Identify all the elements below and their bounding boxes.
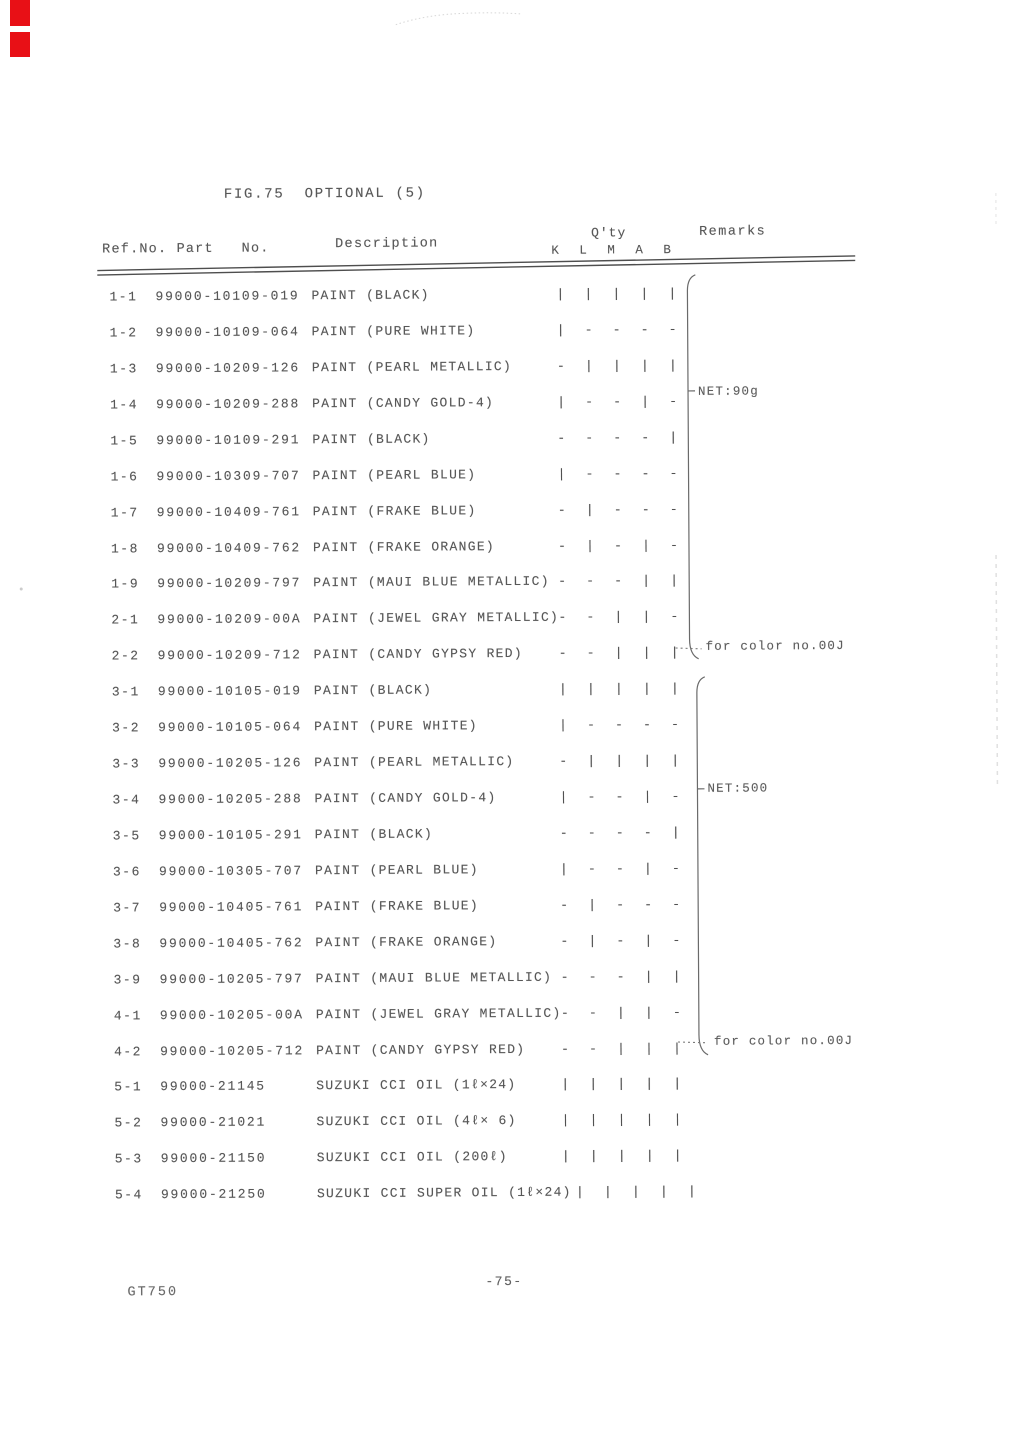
- part-description: PAINT (JEWEL GRAY METALLIC): [316, 1005, 562, 1022]
- header-description: Description: [335, 236, 439, 252]
- qty-a-value: -: [638, 430, 652, 445]
- qty-a-value: |: [657, 1184, 671, 1199]
- qty-m-value: |: [614, 1041, 628, 1056]
- ref-no: 5-3: [115, 1152, 143, 1167]
- qty-l-value: -: [585, 825, 599, 840]
- part-description: PAINT (PEARL METALLIC): [314, 754, 514, 770]
- part-no: 99000-10305-707: [159, 863, 303, 879]
- ref-no: 2-1: [111, 613, 139, 628]
- qty-l-value: -: [585, 861, 599, 876]
- qty-a-value: |: [640, 645, 654, 660]
- qty-k-value: |: [573, 1185, 587, 1200]
- part-no: 99000-10409-762: [157, 540, 301, 556]
- remark-color-group2: for color no.00J: [714, 1034, 853, 1049]
- qty-b-value: -: [669, 933, 683, 948]
- qty-a-value: |: [638, 394, 652, 409]
- ref-no: 1-4: [110, 397, 138, 412]
- qty-a-value: |: [640, 753, 654, 768]
- part-no: 99000-10105-064: [158, 719, 302, 735]
- qty-b-value: -: [666, 394, 680, 409]
- ref-no: 1-1: [109, 289, 137, 304]
- qty-k-value: -: [555, 610, 569, 625]
- qty-a-value: |: [642, 1041, 656, 1056]
- ref-no: 3-3: [112, 756, 140, 771]
- qty-m-value: -: [610, 430, 624, 445]
- qty-m-value: |: [614, 1005, 628, 1020]
- part-no: 99000-21021: [160, 1115, 266, 1131]
- qty-a-value: -: [639, 502, 653, 517]
- ref-no: 5-4: [115, 1188, 143, 1203]
- ref-no: 3-9: [114, 972, 142, 987]
- footer-model-label: GT750: [127, 1285, 178, 1300]
- qty-a-value: |: [639, 574, 653, 589]
- qty-b-value: |: [666, 358, 680, 373]
- part-no: 99000-10405-761: [159, 899, 303, 915]
- scan-smudge: [396, 13, 521, 25]
- ref-no: 1-9: [111, 577, 139, 592]
- part-no: 99000-10109-291: [156, 432, 300, 448]
- part-description: SUZUKI CCI OIL (200ℓ): [317, 1149, 508, 1165]
- qty-l-value: |: [586, 1113, 600, 1128]
- remark-color-group1: for color no.00J: [706, 639, 845, 654]
- footer-page-number: -75-: [485, 1274, 522, 1289]
- qty-m-value: -: [613, 825, 627, 840]
- ref-no: 5-2: [114, 1116, 142, 1131]
- qty-m-value: -: [613, 897, 627, 912]
- part-description: PAINT (FRAKE BLUE): [315, 898, 479, 914]
- qty-k-value: |: [554, 394, 568, 409]
- qty-col-k: K: [548, 244, 562, 258]
- qty-k-value: -: [554, 430, 568, 445]
- part-description: PAINT (FRAKE ORANGE): [315, 934, 497, 950]
- part-no: 99000-21150: [161, 1151, 267, 1167]
- qty-l-value: |: [587, 1149, 601, 1164]
- qty-b-value: -: [667, 537, 681, 552]
- qty-m-value: |: [610, 358, 624, 373]
- qty-a-value: -: [640, 717, 654, 732]
- qty-m-value: |: [612, 646, 626, 661]
- part-description: PAINT (BLACK): [315, 826, 433, 842]
- ref-no: 1-2: [110, 325, 138, 340]
- qty-col-a: A: [632, 243, 646, 257]
- part-description: PAINT (PEARL METALLIC): [312, 359, 512, 375]
- part-no: 99000-10209-126: [156, 360, 300, 376]
- qty-m-value: |: [612, 682, 626, 697]
- part-no: 99000-10309-707: [156, 468, 300, 484]
- qty-m-value: |: [614, 1077, 628, 1092]
- qty-m-value: -: [612, 717, 626, 732]
- ref-no: 1-8: [111, 541, 139, 556]
- qty-k-value: |: [554, 323, 568, 338]
- qty-l-value: -: [586, 1041, 600, 1056]
- qty-a-value: |: [640, 789, 654, 804]
- part-description: PAINT (PEARL BLUE): [315, 862, 479, 878]
- part-description: PAINT (BLACK): [312, 431, 430, 447]
- part-no: 99000-10205-712: [160, 1043, 304, 1059]
- part-description: PAINT (PURE WHITE): [312, 323, 476, 339]
- part-description: PAINT (MAUI BLUE METALLIC): [313, 574, 550, 590]
- qty-a-value: |: [639, 609, 653, 624]
- qty-b-value: |: [671, 1148, 685, 1163]
- qty-b-value: |: [665, 286, 679, 301]
- qty-k-value: -: [554, 359, 568, 374]
- part-description: PAINT (CANDY GYPSY RED): [316, 1041, 525, 1057]
- qty-b-value: -: [670, 1005, 684, 1020]
- qty-l-value: -: [582, 322, 596, 337]
- qty-m-value: -: [611, 502, 625, 517]
- qty-k-value: |: [554, 466, 568, 481]
- part-description: PAINT (CANDY GOLD-4): [314, 790, 496, 806]
- part-description: SUZUKI CCI OIL (1ℓ×24): [316, 1077, 516, 1093]
- remark-net-group2: NET:500: [707, 781, 768, 795]
- part-no: 99000-10409-761: [157, 504, 301, 520]
- ref-no: 3-7: [113, 900, 141, 915]
- qty-k-value: -: [557, 897, 571, 912]
- qty-m-value: |: [611, 610, 625, 625]
- qty-l-value: |: [583, 502, 597, 517]
- qty-m-value: |: [615, 1149, 629, 1164]
- qty-l-value: -: [584, 718, 598, 733]
- qty-b-value: |: [685, 1184, 699, 1199]
- qty-b-value: -: [666, 466, 680, 481]
- qty-m-value: -: [610, 322, 624, 337]
- part-no: 99000-10105-291: [159, 827, 303, 843]
- qty-b-value: |: [670, 1040, 684, 1055]
- qty-k-value: |: [558, 1113, 572, 1128]
- qty-b-value: -: [667, 609, 681, 624]
- qty-b-value: |: [670, 969, 684, 984]
- ref-no: 3-6: [113, 864, 141, 879]
- part-no: 99000-10209-797: [157, 576, 301, 592]
- part-no: 99000-10209-00A: [157, 612, 301, 628]
- qty-a-value: -: [641, 897, 655, 912]
- figure-title: FIG.75 OPTIONAL (5): [224, 186, 426, 203]
- part-no: 99000-10209-712: [158, 648, 302, 664]
- part-no: 99000-10109-019: [155, 288, 299, 304]
- qty-l-value: -: [584, 789, 598, 804]
- qty-b-value: |: [670, 1112, 684, 1127]
- qty-b-value: -: [667, 502, 681, 517]
- qty-a-value: |: [642, 1113, 656, 1128]
- part-no: 99000-10109-064: [156, 324, 300, 340]
- qty-k-value: -: [555, 574, 569, 589]
- qty-a-value: |: [638, 358, 652, 373]
- ref-no: 3-2: [112, 720, 140, 735]
- qty-col-m: M: [604, 243, 618, 257]
- ref-no: 1-3: [110, 361, 138, 376]
- qty-l-value: -: [582, 394, 596, 409]
- qty-l-value: -: [582, 430, 596, 445]
- part-no: 99000-10105-019: [158, 684, 302, 700]
- ref-no: 5-1: [114, 1080, 142, 1095]
- qty-b-value: |: [668, 681, 682, 696]
- qty-k-value: -: [555, 538, 569, 553]
- ref-no: 1-6: [110, 469, 138, 484]
- qty-col-l: L: [576, 244, 590, 258]
- qty-k-value: -: [557, 826, 571, 841]
- qty-l-value: -: [583, 574, 597, 589]
- qty-l-value: |: [581, 286, 595, 301]
- qty-k-value: |: [556, 718, 570, 733]
- qty-b-value: -: [668, 789, 682, 804]
- part-description: PAINT (FRAKE ORANGE): [313, 539, 495, 555]
- ref-no: 3-4: [112, 792, 140, 807]
- qty-k-value: |: [559, 1149, 573, 1164]
- qty-m-value: -: [614, 969, 628, 984]
- qty-m-value: |: [629, 1184, 643, 1199]
- ref-no: 1-5: [110, 433, 138, 448]
- qty-m-value: -: [613, 861, 627, 876]
- qty-b-value: -: [669, 897, 683, 912]
- header-qty: Q'ty: [591, 225, 626, 240]
- part-description: PAINT (PURE WHITE): [314, 718, 478, 734]
- qty-a-value: |: [640, 681, 654, 696]
- qty-l-value: -: [586, 969, 600, 984]
- qty-k-value: -: [558, 969, 572, 984]
- qty-k-value: -: [556, 754, 570, 769]
- qty-m-value: -: [613, 933, 627, 948]
- part-no: 99000-10405-762: [159, 935, 303, 951]
- part-no: 99000-10209-288: [156, 396, 300, 412]
- ref-no: 1-7: [111, 505, 139, 520]
- qty-k-value: |: [558, 1077, 572, 1092]
- part-description: PAINT (BLACK): [311, 287, 429, 303]
- qty-m-value: -: [612, 789, 626, 804]
- part-description: PAINT (CANDY GOLD-4): [312, 395, 494, 411]
- part-no: 99000-21250: [161, 1187, 267, 1203]
- qty-m-value: -: [610, 466, 624, 481]
- header-ref-part-no: Ref.No. Part No.: [102, 241, 270, 257]
- part-no: 99000-10205-288: [158, 791, 302, 807]
- part-no: 99000-10205-797: [160, 971, 304, 987]
- ref-no: 2-2: [112, 649, 140, 664]
- qty-l-value: |: [584, 682, 598, 697]
- part-description: PAINT (MAUI BLUE METALLIC): [316, 969, 553, 985]
- qty-l-value: |: [584, 754, 598, 769]
- ref-no: 3-8: [113, 936, 141, 951]
- qty-m-value: |: [609, 286, 623, 301]
- qty-b-value: |: [670, 1076, 684, 1091]
- part-no: 99000-10205-00A: [160, 1007, 304, 1023]
- qty-k-value: |: [556, 790, 570, 805]
- qty-k-value: -: [557, 933, 571, 948]
- qty-l-value: |: [601, 1185, 615, 1200]
- qty-a-value: |: [642, 1005, 656, 1020]
- qty-b-value: -: [666, 322, 680, 337]
- qty-l-value: |: [583, 538, 597, 553]
- qty-a-value: |: [637, 286, 651, 301]
- qty-l-value: -: [582, 466, 596, 481]
- part-no: 99000-21145: [160, 1079, 266, 1095]
- qty-a-value: |: [641, 933, 655, 948]
- qty-m-value: -: [610, 394, 624, 409]
- qty-b-value: |: [667, 573, 681, 588]
- qty-k-value: -: [556, 646, 570, 661]
- part-description: PAINT (CANDY GYPSY RED): [314, 646, 523, 662]
- qty-m-value: -: [611, 538, 625, 553]
- part-no: 99000-10205-126: [158, 755, 302, 771]
- ref-no: 4-2: [114, 1044, 142, 1059]
- qty-l-value: |: [586, 1077, 600, 1092]
- part-description: PAINT (PEARL BLUE): [312, 467, 476, 483]
- part-description: PAINT (FRAKE BLUE): [313, 503, 477, 519]
- qty-m-value: |: [612, 753, 626, 768]
- qty-k-value: |: [556, 682, 570, 697]
- qty-a-value: |: [642, 969, 656, 984]
- qty-b-value: |: [668, 645, 682, 660]
- qty-b-value: |: [666, 430, 680, 445]
- part-description: SUZUKI CCI SUPER OIL (1ℓ×24): [317, 1185, 572, 1202]
- qty-l-value: -: [586, 1005, 600, 1020]
- qty-a-value: |: [639, 538, 653, 553]
- qty-b-value: |: [669, 825, 683, 840]
- header-remarks: Remarks: [699, 224, 766, 239]
- qty-a-value: -: [638, 466, 652, 481]
- remark-net-group1: NET:90g: [698, 384, 759, 398]
- qty-k-value: -: [555, 502, 569, 517]
- qty-m-value: |: [614, 1113, 628, 1128]
- qty-l-value: |: [582, 358, 596, 373]
- qty-m-value: -: [611, 574, 625, 589]
- qty-b-value: -: [669, 861, 683, 876]
- qty-k-value: |: [553, 287, 567, 302]
- ref-no: 3-5: [113, 828, 141, 843]
- ref-no: 4-1: [114, 1008, 142, 1023]
- qty-b-value: -: [668, 717, 682, 732]
- qty-a-value: -: [638, 322, 652, 337]
- qty-l-value: -: [584, 646, 598, 661]
- qty-col-b: B: [660, 243, 674, 257]
- qty-k-value: -: [558, 1005, 572, 1020]
- qty-a-value: |: [643, 1148, 657, 1163]
- qty-l-value: -: [583, 610, 597, 625]
- qty-a-value: |: [642, 1077, 656, 1092]
- part-description: PAINT (JEWEL GRAY METALLIC): [313, 610, 559, 627]
- qty-l-value: |: [585, 897, 599, 912]
- qty-l-value: |: [585, 933, 599, 948]
- qty-a-value: |: [641, 861, 655, 876]
- ref-no: 3-1: [112, 684, 140, 699]
- qty-b-value: |: [668, 753, 682, 768]
- qty-k-value: |: [557, 862, 571, 877]
- part-description: SUZUKI CCI OIL (4ℓ× 6): [316, 1113, 516, 1129]
- qty-a-value: -: [641, 825, 655, 840]
- part-description: PAINT (BLACK): [314, 683, 432, 699]
- qty-k-value: -: [558, 1041, 572, 1056]
